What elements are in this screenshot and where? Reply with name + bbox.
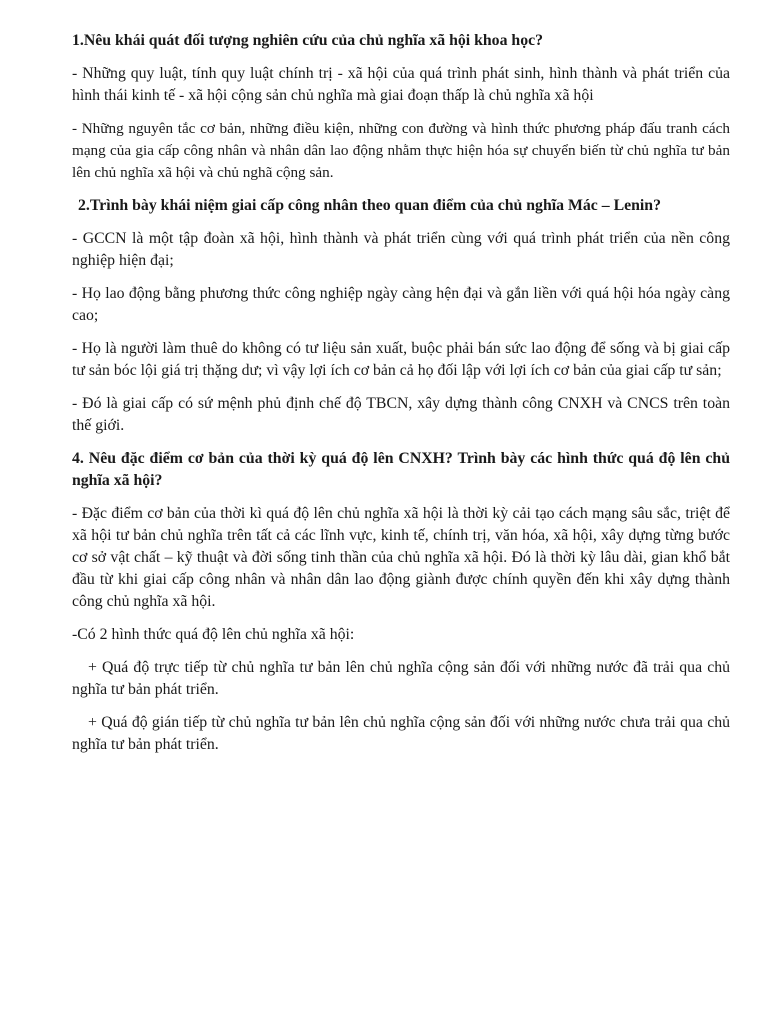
question-2-heading: 2.Trình bày khái niệm giai cấp công nhân theo quan điểm của chủ nghĩa Mác – Lenin? (78, 197, 661, 214)
question-1-heading: 1.Nêu khái quát đối tượng nghiên cứu của chủ nghĩa xã hội khoa học? (72, 32, 544, 49)
question-2-answer-4: - Đó là giai cấp có sứ mệnh phủ định chế độ TBCN, xây dựng thành công CNXH và CNCS trên toàn thế giới. (72, 395, 730, 434)
question-4-heading: 4. Nêu đặc điểm cơ bản của thời kỳ quá độ lên CNXH? Trình bày các hình thức quá độ lên chủ nghĩa xã hội? (72, 450, 730, 489)
question-4-answer-2: -Có 2 hình thức quá độ lên chủ nghĩa xã hội: (72, 626, 355, 643)
question-4-answer-1: - Đặc điểm cơ bản của thời kì quá độ lên chủ nghĩa xã hội là thời kỳ cải tạo cách mạng sâu sắc, triệt để xã hội tư bản chủ nghĩa trên tất cả các lĩnh vực, kinh tế, chính trị, văn hóa, xã hội, xây dựng từng bước cơ sở vật chất – kỹ thuật và đời sống tinh thần của chủ nghĩa xã hội. Đó là thời kỳ lâu dài, gian khổ bắt đầu từ khi giai cấp công nhân và nhân dân lao động giành được chính quyền đến khi xây dựng thành công chủ nghĩa xã hội. (72, 505, 730, 610)
question-4-answer-3: + Quá độ trực tiếp từ chủ nghĩa tư bản lên chủ nghĩa cộng sản đối với những nước đã trải qua chủ nghĩa tư bản phát triển. (72, 659, 730, 698)
document-page (72, 30, 730, 767)
question-2-answer-1: - GCCN là một tập đoàn xã hội, hình thành và phát triển cùng với quá trình phát triển của nền công nghiệp hiện đại; (72, 230, 730, 269)
question-1-answer-2: - Những nguyên tắc cơ bản, những điều kiện, những con đường và hình thức phương pháp đấu tranh cách mạng của gia cấp công nhân và nhân dân lao động nhằm thực hiện hóa sự chuyển biến từ chủ nghĩa tư bản lên chủ nghĩa xã hội và chủ nghã cộng sản. (72, 120, 730, 181)
question-2-answer-2: - Họ lao động bằng phương thức công nghiệp ngày càng hện đại và gắn liền với quá hội hóa ngày càng cao; (72, 285, 730, 324)
question-1-answer-1: - Những quy luật, tính quy luật chính trị - xã hội của quá trình phát sinh, hình thành và phát triển của hình thái kinh tế - xã hội cộng sản chủ nghĩa mà giai đoạn thấp là chủ nghĩa xã hội (72, 65, 730, 104)
question-2-answer-3: - Họ là người làm thuê do không có tư liệu sản xuất, buộc phải bán sức lao động để sống và bị giai cấp tư sản bóc lội giá trị thặng dư; vì vậy lợi ích cơ bản cả họ đối lập với lợi ích cơ bản của giai cấp tư sản; (72, 340, 730, 379)
question-4-answer-4: + Quá độ gián tiếp từ chủ nghĩa tư bản lên chủ nghĩa cộng sản đối với những nước chưa trải qua chủ nghĩa tư bản phát triển. (72, 714, 730, 753)
